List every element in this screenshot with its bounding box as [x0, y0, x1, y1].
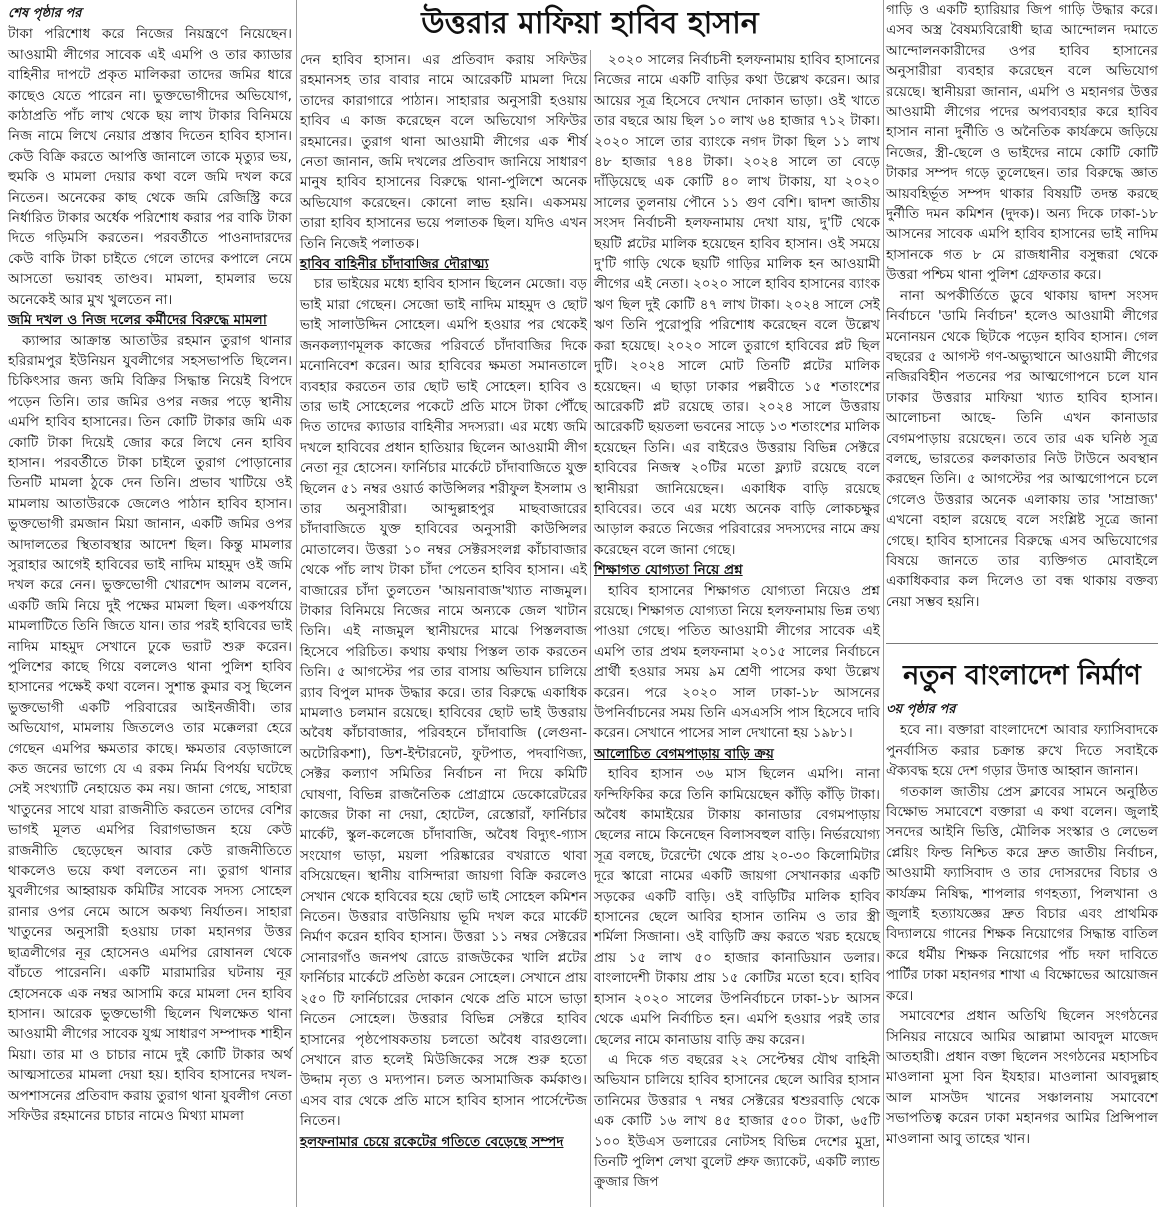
article-column-2 — [300, 50, 587, 1200]
article-column-1 — [8, 4, 292, 1204]
paragraph: দেন হাবিব হাসান। এর প্রতিবাদ করায় সফিউর রহমানসহ তার বাবার নামে আরেকটি মামলা দিয়ে তাদের কারাগারে পাঠান। সাহারার অনুসারী হওয়ায় হাবিব এ কাজ করেছেন বলে অভিযোগ সফিউর রহমানের। তুরাগ থানা আওয়ামী লীগের এক শীর্ষ নেতা জানান, জমি দখলের প্রতিবাদ জানিয়ে সাধারণ মানুষ হাবিব হাসানের বিরুদ্ধে থানা-পুলিশে অনেক অভিযোগ করেছেন। কোনো লাভ হয়নি। একসময় তারা হাবিব হাসানের ভয়ে পলাতক ছিল। যদিও এখন তিনি নিজেই পলাতক। — [300, 52, 587, 252]
subheading: জমি দখল ও নিজ দলের কর্মীদের বিরুদ্ধে মামলা — [8, 312, 267, 329]
column-divider — [590, 50, 591, 1207]
column-divider — [883, 0, 884, 1207]
paragraph: হবে না। বক্তারা বাংলাদেশে আবার ফ্যাসিবাদকে পুনর্বাসিত করার চক্রান্ত রুখে দিতে সবাইকে ঐক্যবদ্ধ হয়ে দেশ গড়ার উদাত্ত আহ্বান জানান। — [886, 722, 1158, 780]
subheading: হলফনামার চেয়ে রকেটের গতিতে বেড়েছে সম্পদ — [300, 1133, 564, 1150]
article-separator — [886, 643, 1158, 644]
continued-from-label: শেষ পৃষ্ঠার পর — [8, 6, 82, 21]
article-column-3 — [594, 50, 880, 1200]
subheading: হাবিব বাহিনীর চাঁদাবাজির দৌরাত্ম্য — [300, 256, 489, 273]
paragraph: গতকাল জাতীয় প্রেস ক্লাবের সামনে অনুষ্ঠিত বিক্ষোভ সমাবেশে বক্তারা এ কথা বলেন। জুলাই সনদের আইনি ভিত্তি, মৌলিক সংস্কার ও লেভেল প্লেয়িং ফিল্ড নিশ্চিত করে দ্রুত জাতীয় নির্বাচন, আওয়ামী ফ্যাসিবাদ ও তার দোসরদের বিচার ও কার্যক্রম নিষিদ্ধ, শাপলার গণহত্যা, পিলখানা ও জুলাই হত্যাযজ্ঞের দ্রুত বিচার এবং প্রাথমিক বিদ্যালয়ে গানের শিক্ষক নিয়োগের সিদ্ধান্ত বাতিল করে ধর্মীয় শিক্ষক নিয়োগের পাঁচ দফা দাবিতে পার্টির ঢাকা মহানগর শাখা এ বিক্ষোভের আয়োজন করে। — [886, 783, 1158, 1004]
subheading: আলোচিত বেগমপাড়ায় বাড়ি ক্রয় — [594, 745, 774, 762]
subheading: শিক্ষাগত যোগ্যতা নিয়ে প্রশ্ন — [594, 562, 743, 579]
article-headline: উত্তরার মাফিয়া হাবিব হাসান — [421, 6, 759, 41]
article2-headline: নতুন বাংলাদেশ নির্মাণ — [903, 660, 1141, 691]
paragraph: এ দিকে গত বছরের ২২ সেপ্টেম্বর যৌথ বাহিনী অভিযান চালিয়ে হাবিব হাসানের ছেলে আবির হাসান তানিমের উত্তরার ৭ নম্বর সেক্টরের শ্বশুরবাড়ি থেকে এক কোটি ১৬ লাখ ৪৫ হাজার ৫০০ টাকা, ৬৫টি ১০০ ইউএস ডলারের নোটসহ বিভিন্ন দেশের মুদ্রা, তিনটি পুলিশ লেখা বুলেট প্রুফ জ্যাকেট, একটি ল্যান্ড ক্রুজার জিপ — [594, 1051, 880, 1191]
paragraph: সমাবেশের প্রধান অতিথি ছিলেন সংগঠনের সিনিয়র নায়েবে আমির আল্লামা আবদুল মাজেদ আতহারী। প্রধান বক্তা ছিলেন সংগঠনের মহাসচিব মাওলানা মুসা বিন ইযহার। মাওলানা আবদুল্লাহ আল মাসউদ খানের সঞ্চালনায় সমাবেশে সভাপতিত্ব করেন ঢাকা মহানগর আমির প্রিন্সিপাল মাওলানা আবু তাহের খান। — [886, 1008, 1158, 1147]
column-divider — [296, 0, 297, 1207]
paragraph: হাবিব হাসান ৩৬ মাস ছিলেন এমপি। নানা ফন্দিফিকির করে তিনি কামিয়েছেন কাঁড়ি কাঁড়ি টাকা। অবৈধ কামাইয়ের টাকায় কানাডার বেগমপাড়ায় ছেলের নামে কিনেছেন বিলাসবহুল বাড়ি। নির্ভরযোগ্য সূত্র বলছে, টরেন্টো থেকে প্রায় ২০-৩০ কিলোমিটার দূরে স্কারো নামের একটি জায়গা সেখানকার একটি সড়কের একটি বাড়ি। ওই বাড়িটির মালিক হাবিব হাসানের ছেলে আবির হাসান তানিম ও তার স্ত্রী শর্মিলা সিজানা। ওই বাড়িটি ক্রয় করতে খরচ হয়েছে প্রায় ১৫ লাখ ৫০ হাজার কানাডিয়ান ডলার। বাংলাদেশী টাকায় প্রায় ১৫ কোটির মতো হবে। হাবিব হাসান ২০২০ সালের উপনির্বাচনে ঢাকা-১৮ আসন থেকে এমপি নির্বাচিত হন। এমপি হওয়ার পরই তার ছেলের নামে কানাডায় বাড়ি ক্রয় করেন। — [594, 766, 880, 1048]
paragraph: নানা অপকীর্তিতে ডুবে থাকায় দ্বাদশ সংসদ নির্বাচনে 'ডামি নির্বাচন' হলেও আওয়ামী লীগের মনোনয়ন থেকে ছিটকে পড়েন হাবিব হাসান। গেল বছরের ৫ আগস্ট গণ-অভ্যুত্থানে আওয়ামী লীগের নজিরবিহীন পতনের পর আত্মগোপনে চলে যান ঢাকার উত্তরার মাফিয়া খ্যাত হাবিব হাসান। আলোচনা আছে- তিনি এখন কানাডার বেগমপাড়ায় রয়েছেন। তবে তার এক ঘনিষ্ঠ সূত্র বলছে, ভারতের কলকাতার নিউ টাউনে অবস্থান করছেন তিনি। ৫ আগস্টের পর আত্মগোপনে চলে গেলেও উত্তরার অনেক এলাকায় তার 'সাম্রাজ্য' এখনো বহাল রয়েছে বলে সংশ্লিষ্ট সূত্রে জানা গেছে। হাবিব হাসানের বিরুদ্ধে এসব অভিযোগের বিষয়ে জানতে তার ব্যক্তিগত মোবাইলে একাধিকবার কল দিলেও তা বন্ধ থাকায় বক্তব্য নেয়া সম্ভব হয়নি। — [886, 287, 1158, 610]
paragraph: ক্যান্সার আক্রান্ত আতাউর রহমান তুরাগ থানার হরিরামপুর ইউনিয়ন যুবলীগের সহসভাপতি ছিলেন। চিকিৎসার জন্য জমি বিক্রির সিদ্ধান্ত নিয়েই বিপদে পড়েন তিনি। তার জমির ওপর নজর পড়ে স্থানীয় এমপি হাবিব হাসানের। তিন কোটি টাকার জমি এক কোটি টাকা দিয়েই জোর করে লিখে নেন হাবিব হাসান। পরবর্তীতে টাকা চাইলে তুরাগ পোড়ানোর তিনটি মামলা ঠুকে দেন তিনি। প্রভাব খাটিয়ে ওই মামলায় আতাউরকে জেলেও পাঠান হাবিব হাসান। ভুক্তভোগী রমজান মিয়া জানান, একটি জমির ওপর আদালতের স্থিতাবস্থার আদেশ ছিল। কিন্তু মামলার সুরাহার আগেই হাবিবের ভাই নাদিম মাহমুদ ওই জমি দখল করে নেন। ভুক্তভোগী খোরশেদ আলম বলেন, একটি জমি নিয়ে দুই পক্ষের মামলা ছিল। একপর্যায়ে মামলাটিতে তিনি জিতে যান। তার পরই হাবিবের ভাই নাদিম মাহমুদ সেখানে ঢুকে ভরাট শুরু করেন। পুলিশের কাছে গিয়ে বললেও থানা পুলিশ হাবিব হাসানের পক্ষেই কথা বলেন। সুশান্ত কুমার বসু ছিলেন ভুক্তভোগী একটি পরিবারের আইনজীবী। তার অভিযোগ, মামলায় জিতলেও তার মক্কেলরা হেরে গেছেন এমপির ক্ষমতার কাছে। ক্ষমতার বেড়াজালে কত জনের ভাগ্যে যে এ রকম নির্মম বিপর্যয় ঘটেছে সেই সংখ্যাটি নেহায়েত কম নয়। জানা গেছে, সাহারা খাতুনের সাথে যারা রাজনীতি করতেন তাদের বেশির ভাগই মূলত এমপির বিরাগভাজন হয়ে কেউ রাজনীতি ছেড়েছেন আবার কেউ রাজনীতিতে থাকলেও ভয়ে কথা বলতেন না। তুরাগ থানার যুবলীগের আহ্বায়ক কমিটির সাবেক সদস্য সোহেল রানার ওপর নেমে আসে অকথ্য নির্যাতন। সাহারা খাতুনের অনুসারী হওয়ায় ঢাকা মহানগর উত্তর ছাত্রলীগের নূর হোসেনও এমপির রোষানল থেকে বাঁচতে পারেননি। একটি মারামারির ঘটনায় নূর হোসেনকে এক নম্বর আসামি করে মামলা দেন হাবিব হাসান। আরেক ভুক্তভোগী ছিলেন খিলক্ষেত থানা আওয়ামী লীগের সাবেক যুগ্ম সাধারণ সম্পাদক শাহীন মিয়া। তার মা ও চাচার নামে দুই কোটি টাকার অর্থ আত্মসাতের মামলা দেয়া হয়। হাবিব হাসানের দখল-অপশাসনের প্রতিবাদ করায় তুরাগ থানা যুবলীগ নেতা সফিউর রহমানের চাচার নামেও মিথ্যা মামলা — [8, 332, 292, 1124]
continued-from-label: ৩য় পৃষ্ঠার পর — [886, 702, 956, 717]
paragraph: চার ভাইয়ের মধ্যে হাবিব হাসান ছিলেন মেজো। বড় ভাই মারা গেছেন। সেজো ভাই নাদিম মাহমুদ ও ছোট ভাই সালাউদ্দিন সোহেল। এমপি হওয়ার পর থেকেই জনকল্যাণমূলক কাজের পরিবর্তে চাঁদাবাজির দিকে মনোনিবেশ করেন। আর হাবিবের ক্ষমতা সমানতালে ব্যবহার করতেন তার ছোট ভাই সোহেল। হাবিব ও তার ভাই সোহেলের পকেটে প্রতি মাসে টাকা পৌঁছে দিত তাদের ক্যাডার বাহিনীর সদস্যরা। এর মধ্যে জমি দখলে হাবিবের প্রধান হাতিয়ার ছিলেন আওয়ামী লীগ নেতা নূর হোসেন। ফার্নিচার মার্কেটে চাঁদাবাজিতে যুক্ত ছিলেন ৫১ নম্বর ওয়ার্ড কাউন্সিলর শরীফুল ইসলাম ও তার অনুসারীরা। আব্দুল্লাহপুর মাছবাজারের চাঁদাবাজিতে যুক্ত হাবিবের অনুসারী কাউন্সিলর মোতালেব। উত্তরা ১০ নম্বর সেক্টরসংলগ্ন কাঁচাবাজার থেকে পাঁচ লাখ টাকা চাঁদা পেতেন হাবিব হাসান। এই বাজারের চাঁদা তুলতেন 'আয়নাবাজ'খ্যাত নাজমুল। টাকার বিনিময়ে নিজের নামে অন্যকে জেল খাটান তিনি। এই নাজমুল স্থানীয়দের মাঝে পিস্তলবাজ হিসেবে পরিচিত। কথায় কথায় পিস্তল তাক করতেন তিনি। ৫ আগস্টের পর তার বাসায় অভিযান চালিয়ে র‌্যাব বিপুল মাদক উদ্ধার করে। তার বিরুদ্ধে একাধিক মামলাও চলমান রয়েছে। হাবিবের ছোট ভাই উত্তরায় অবৈধ কাঁচাবাজার, পরিবহনে চাঁদাবাজি (লেগুনা-অটোরিকশা), ডিশ-ইন্টারনেট, ফুটপাত, পদবাণিজ্য, সেক্টর কল্যাণ সমিতির নির্বাচন না দিয়ে কমিটি ঘোষণা, বিভিন্ন রাজনৈতিক প্রোগ্রামে ডেকোরেটরের কাজের টাকা না দেয়া, হোটেল, রেস্তোরাঁ, ফার্নিচার মার্কেট, স্কুল-কলেজে চাঁদাবাজি, অবৈধ বিদ্যুৎ-গ্যাস সংযোগ ভাড়া, ময়লা পরিষ্কারের বখরাতে থাবা বসিয়েছেন। স্থানীয় বাসিন্দারা জায়গা বিক্রি করলেও সেখান থেকে হাবিবের হয়ে ছোট ভাই সোহেল কমিশন নিতেন। উত্তরার বাউনিয়ায় ভূমি দখল করে মার্কেট নির্মাণ করেন হাবিব হাসান। উত্তরা ১১ নম্বর সেক্টরের সোনারগাঁও জনপথ রোডে রাজউকের খালি প্লটের ফার্নিচার মার্কেটে প্রতিষ্ঠা করেন সোহেল। সেখানে প্রায় ২৫০ টি ফার্নিচারের দোকান থেকে প্রতি মাসে ভাড়া নিতেন সোহেল। উত্তরার বিভিন্ন সেক্টরে হাবিব হাসানের পৃষ্ঠপোষকতায় চলতো অবৈধ বারগুলো। সেখানে রাত হলেই মিউজিকের সঙ্গে শুরু হতো উদ্দাম নৃত্য ও মদ্যপান। চলত অসামাজিক কর্মকাণ্ড। এসব বার থেকে প্রতি মাসে হাবিব হাসান পার্সেন্টেজ নিতেন। — [300, 276, 587, 1130]
paragraph: ২০২০ সালের নির্বাচনী হলফনামায় হাবিব হাসানের নিজের নামে একটি বাড়ির কথা উল্লেখ করেন। আর আয়ের সূত্র হিসেবে দেখান দোকান ভাড়া। ওই খাতে তার বছরে আয় ছিল ১০ লাখ ৬৪ হাজার ৭১২ টাকা। ২০২০ সালে তার ব্যাংকে নগদ টাকা ছিল ১১ লাখ ৪৮ হাজার ৭৪৪ টাকা। ২০২৪ সালে তা বেড়ে দাঁড়িয়েছে এক কোটি ৪০ লাখ টাকায়, যা ২০২০ সালের তুলনায় পৌনে ১১ গুণ বেশি। দ্বাদশ জাতীয় সংসদ নির্বাচনী হলফনামায় দেখা যায়, দু'টি থেকে ছয়টি প্লটের মালিক হয়েছেন হাবিব হাসান। ওই সময়ে দু'টি গাড়ি থেকে ছয়টি গাড়ির মালিক হন আওয়ামী লীগের এই নেতা। ২০২০ সালে হাবিব হাসানের ব্যাংক ঋণ ছিল দুই কোটি ৪৭ লাখ টাকা। ২০২৪ সালে সেই ঋণ তিনি পুরোপুরি পরিশোধ করেছেন বলে উল্লেখ করা হয়েছে। ২০২০ সালে তুরাগে হাবিবের প্লট ছিল দুটি। ২০২৪ সালে মোট তিনটি প্লটের মালিক হয়েছেন। এ ছাড়া ঢাকার পল্লবীতে ১৫ শতাংশের আরেকটি প্লট রয়েছে তার। ২০২৪ সালে উত্তরায় আরেকটি ছয়তলা ভবনের সাড়ে ১৩ শতাংশের মালিক হয়েছেন তিনি। এর বাইরেও উত্তরায় বিভিন্ন সেক্টরে হাবিবের নিজস্ব ২০টির মতো ফ্ল্যাট রয়েছে বলে স্থানীয়রা জানিয়েছেন। একাধিক বাড়ি রয়েছে হাবিবের। তবে এর মধ্যে অনেক বাড়ি লোকচক্ষুর আড়াল করতে নিজের পরিবারের সদস্যদের নামে ক্রয় করেছেন বলে জানা গেছে। — [594, 52, 880, 558]
article-column-4 — [886, 0, 1158, 628]
paragraph: হাবিব হাসানের শিক্ষাগত যোগ্যতা নিয়েও প্রশ্ন রয়েছে। শিক্ষাগত যোগ্যতা নিয়ে হলফনামায় ভিন্ন তথ্য পাওয়া গেছে। পতিত আওয়ামী লীগের সাবেক এই এমপি তার প্রথম হলফনামা ২০১৫ সালের নির্বাচনে প্রার্থী হওয়ার সময় ৯ম শ্রেণী পাসের কথা উল্লেখ করেন। পরে ২০২০ সাল ঢাকা-১৮ আসনের উপনির্বাচনের সময় তিনি এসএসসি পাস হিসেবে দাবি করেন। সেখানে পাসের সাল দেখানো হয় ১৯৮১। — [594, 582, 880, 742]
paragraph: গাড়ি ও একটি হ্যারিয়ার জিপ গাড়ি উদ্ধার করে। এসব অস্ত্র বৈষম্যবিরোধী ছাত্র আন্দোলন দমাতে আন্দোলনকারীদের ওপর হাবিব হাসানের অনুসারীরা ব্যবহার করেছেন বলে অভিযোগ রয়েছে। স্থানীয়রা জানান, এমপি ও মহানগর উত্তর আওয়ামী লীগের পদের অপব্যবহার করে হাবিব হাসান নানা দুর্নীতি ও অনৈতিক কার্যক্রমে জড়িয়ে নিজের, স্ত্রী-ছেলে ও ভাইদের নামে কোটি কোটি টাকার সম্পদ গড়ে তুলেছেন। তার বিরুদ্ধে জ্ঞাত আয়বহির্ভূত সম্পদ থাকার বিষয়টি তদন্ত করছে দুর্নীতি দমন কমিশন (দুদক)। অন্য দিকে ঢাকা-১৮ আসনের সাবেক এমপি হাবিব হাসানের ভাই নাদিম হাসানকে গত ৮ মে রাজধানীর বসুন্ধরা থেকে উত্তরা পশ্চিম থানা পুলিশ গ্রেফতার করে। — [886, 2, 1158, 284]
article2-body — [886, 702, 1158, 1202]
paragraph: টাকা পরিশোধ করে নিজের নিয়ন্ত্রণে নিয়েছেন। আওয়ামী লীগের সাবেক এই এমপি ও তার ক্যাডার বাহিনীর দাপটে প্রকৃত মালিকরা তাদের জমির ধারে কাছেও যেতে পারেন না। ভুক্তভোগীদের অভিযোগ, কাঠাপ্রতি পাঁচ লাখ থেকে ছয় লাখ টাকার বিনিময়ে নিজ নামে লিখে নেয়ার প্রস্তাব দিতেন হাবিব হাসান। কেউ বিক্রি করতে আপত্তি জানালে তাকে মৃত্যুর ভয়, হুমকি ও মামলা দেয়ার কথা বলে জমি দখল করে নিতেন। অনেকের কাছ থেকে জমি রেজিস্ট্রি করে নির্ধারিত টাকার অর্ধেক পরিশোধ করার পর বাকি টাকা দিতে গড়িমসি করতেন। পরবর্তীতে পাওনাদারদের কেউ বাকি টাকা চাইতে গেলে তাদের কপালে নেমে আসতো ভয়াবহ তাণ্ডব। মামলা, হামলার ভয়ে অনেকেই আর মুখ খুলতেন না। — [8, 26, 292, 308]
